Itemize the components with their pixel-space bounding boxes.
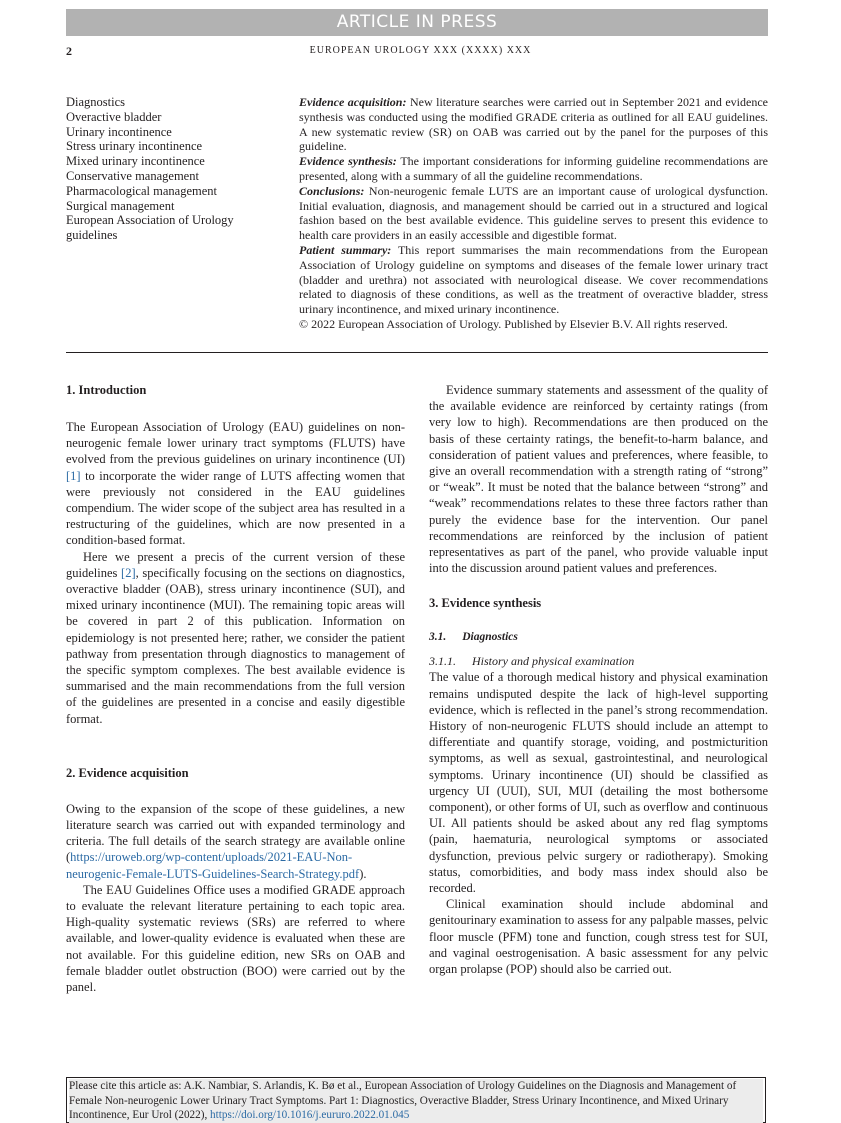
keyword: Diagnostics	[66, 95, 126, 109]
copyright: © 2022 European Association of Urology. Published by Elsevier B.V. All rights reserved.	[299, 316, 728, 331]
abstract-label: Patient summary:	[299, 242, 392, 257]
reference-link[interactable]: [1]	[66, 468, 81, 483]
paragraph	[66, 801, 405, 882]
abstract-text: Non-neurogenic female LUTS are an important cause of urological dysfunction. Initial evaluation, diagnosis, and management should be carried out in a structured and logical fashion based on the best available evidence. This guideline serves to present this evidence to health care providers in an easily accessible and digestible format.	[299, 183, 768, 243]
keyword: Surgical management	[66, 198, 175, 213]
section-heading-evidence-synthesis: 3. Evidence synthesis	[429, 596, 542, 611]
reference-link[interactable]: [2]	[121, 565, 136, 580]
subsection-number: 3.1.	[429, 631, 447, 644]
keywords-list	[66, 95, 286, 243]
subsection-heading-diagnostics	[429, 629, 768, 645]
keyword: Conservative management	[66, 168, 199, 183]
keyword: Overactive bladder	[66, 109, 162, 124]
page-number: 2	[66, 44, 72, 58]
text: The European Association of Urology (EAU) guidelines on non-neurogenic female lower urinary tract symptoms (FLUTS) have evolved from the previous guidelines on urinary incontinence (UI)	[66, 420, 405, 467]
text: Owing to the expansion of the scope of these guidelines, a new literature search was carried out with expanded terminology and criteria. The full details of the search strategy are available online (	[66, 801, 405, 865]
paragraph: Clinical examination should include abdominal and genitourinary examination to assess for any palpable masses, pelvic floor muscle (PFM) tone and function, cough stress test for SUI, and vaginal oestrogenisation. A basic assessment for any pelvic organ prolapse (POP) should also be carried out.	[429, 897, 768, 977]
keyword: Urinary incontinence	[66, 124, 172, 139]
text: to incorporate the wider range of LUTS affecting women that were previously not considered in the EAU guidelines compendium. The wider scope of the subject area has resulted in a restructuring of the guidelines, which are now presented in a condition-based format.	[66, 468, 405, 548]
keyword: Stress urinary incontinence	[66, 139, 203, 154]
subsubsection-heading	[429, 653, 768, 669]
paragraph	[66, 549, 405, 727]
paragraph: Evidence summary statements and assessment of the quality of the available evidence are reinforced by certainty ratings (from very low to high). Recommendations are then produced on the basis of these certainty ratings, the benefit-to-harm balance, and consideration of patient values and preferences, where feasible, to give an overall recommendation with a strength rating of “strong” or “weak”. It must be noted that the balance between “strong” and “weak” recommendations relates to these three factors rather than purely the evidence base for the intervention. Our panel recommendations are reinforced by the inclusion of patient representatives as part of the panel, who provide valuable input into the discussion around patient values and preferences.	[429, 383, 768, 576]
abstract-conclusions	[299, 184, 768, 243]
section-heading-evidence-acquisition: 2. Evidence acquisition	[66, 765, 189, 780]
right-column	[429, 382, 768, 977]
abstract-label: Conclusions:	[299, 183, 365, 198]
citation-text: Please cite this article as: A.K. Nambiar, S. Arlandis, K. Bø et al., European Association of Urology Guidelines on the Diagnosis and Management of Female Non-neurogenic Lower Urinary Tract Symptoms. Part 1: Diagnostics, Overactive Bladder, Stress Urinary Incontinence, and Mixed Urinary Incontinence, Eur Urol (2022),	[69, 1080, 737, 1121]
text: Here we present a precis of the current version of these guidelines	[66, 549, 405, 580]
abstract-acquisition	[299, 95, 768, 154]
abstract-label: Evidence synthesis:	[299, 154, 397, 169]
abstract-text: This report summarises the main recommendations from the European Association of Urology guideline on symptoms and diseases of the female lower urinary tract (bladder and urethra) not associated with neurological disease. We cover recommendations related to diagnosis of these conditions, as well as the treatment of overactive bladder, stress urinary incontinence, and mixed urinary incontinence.	[299, 242, 768, 317]
subsubsection-title: History and physical examination	[472, 654, 635, 669]
keyword: European Association of Urology	[66, 213, 234, 228]
subsection-title: Diagnostics	[462, 631, 518, 644]
section-heading-introduction: 1. Introduction	[66, 383, 147, 397]
paragraph	[66, 419, 405, 549]
keyword: guidelines	[66, 228, 118, 243]
text: ).	[359, 866, 367, 881]
article-in-press-banner: ARTICLE IN PRESS	[66, 9, 768, 36]
citation-box	[66, 1077, 766, 1123]
keyword: Pharmacological management	[66, 183, 217, 198]
doi-link[interactable]: https://doi.org/10.1016/j.eururo.2022.01.045	[210, 1109, 410, 1121]
search-strategy-link[interactable]: https://uroweb.org/wp-content/uploads/2021-EAU-Non-neurogenic-Female-LUTS-Guidelines-Search-Strategy.pdf	[66, 850, 360, 881]
abstract-text: New literature searches were carried out in September 2021 and evidence synthesis was conducted using the modified GRADE criteria as outlined for all EAU guidelines. A new systematic review (SR) on OAB was carried out by the panel for the purposes of this guideline.	[299, 95, 768, 154]
abstract-patient-summary	[299, 243, 768, 317]
abstract-text: The important considerations for informing guideline recommendations are presented, along with a summary of all the guideline recommendations.	[299, 154, 768, 183]
text: , specifically focusing on the sections on diagnostics, overactive bladder (OAB), stress urinary incontinence (SUI), and mixed urinary incontinence (MUI). The remaining topic areas will be covered in part 2 of this publication. Information on epidemiology is not presented here; rather, we consider the patient pathway from presentation through diagnostics to management of the specific symptom complexes. The best available evidence is summarised and the main recommendations from the full version of the guidelines are presented in a concise and easily digestible format.	[66, 565, 405, 726]
abstract-synthesis	[299, 154, 768, 184]
journal-header: EUROPEAN UROLOGY XXX (XXXX) XXX	[309, 45, 532, 56]
keyword: Mixed urinary incontinence	[66, 154, 205, 169]
abstract	[299, 95, 768, 332]
paragraph: The value of a thorough medical history and physical examination remains undisputed despite the lack of high-level supporting evidence, which is reflected in the panel’s strong recommendation. History of non-neurogenic FLUTS should include an attempt to differentiate and quantify storage, voiding, and postmicturition symptoms, as well as sexual, gastrointestinal, and neurological symptoms. Urinary incontinence (UI) should be classified as urgency UI (UUI), SUI, MUI (detailing the most bothersome component), or other forms of UI, such as overflow and continuous UI. All patients should be asked about any red flag symptoms (pain, haematuria, neurological symptoms or associated dysfunction, previous pelvic surgery or radiotherapy). Smoking status, comorbidities, and body mass index should also be recorded.	[429, 670, 768, 896]
subsubsection-number: 3.1.1.	[429, 654, 456, 669]
divider	[66, 352, 768, 353]
paragraph: The EAU Guidelines Office uses a modified GRADE approach to evaluate the relevant literature pertaining to each topic area. High-quality systematic reviews (SRs) are referred to where available, and lower-quality evidence is evaluated when these are not available. For this guideline edition, new SRs on OAB and female bladder outlet obstruction (BOO) were carried out by the panel.	[66, 882, 405, 995]
left-column	[66, 382, 405, 995]
abstract-label: Evidence acquisition:	[299, 95, 407, 109]
